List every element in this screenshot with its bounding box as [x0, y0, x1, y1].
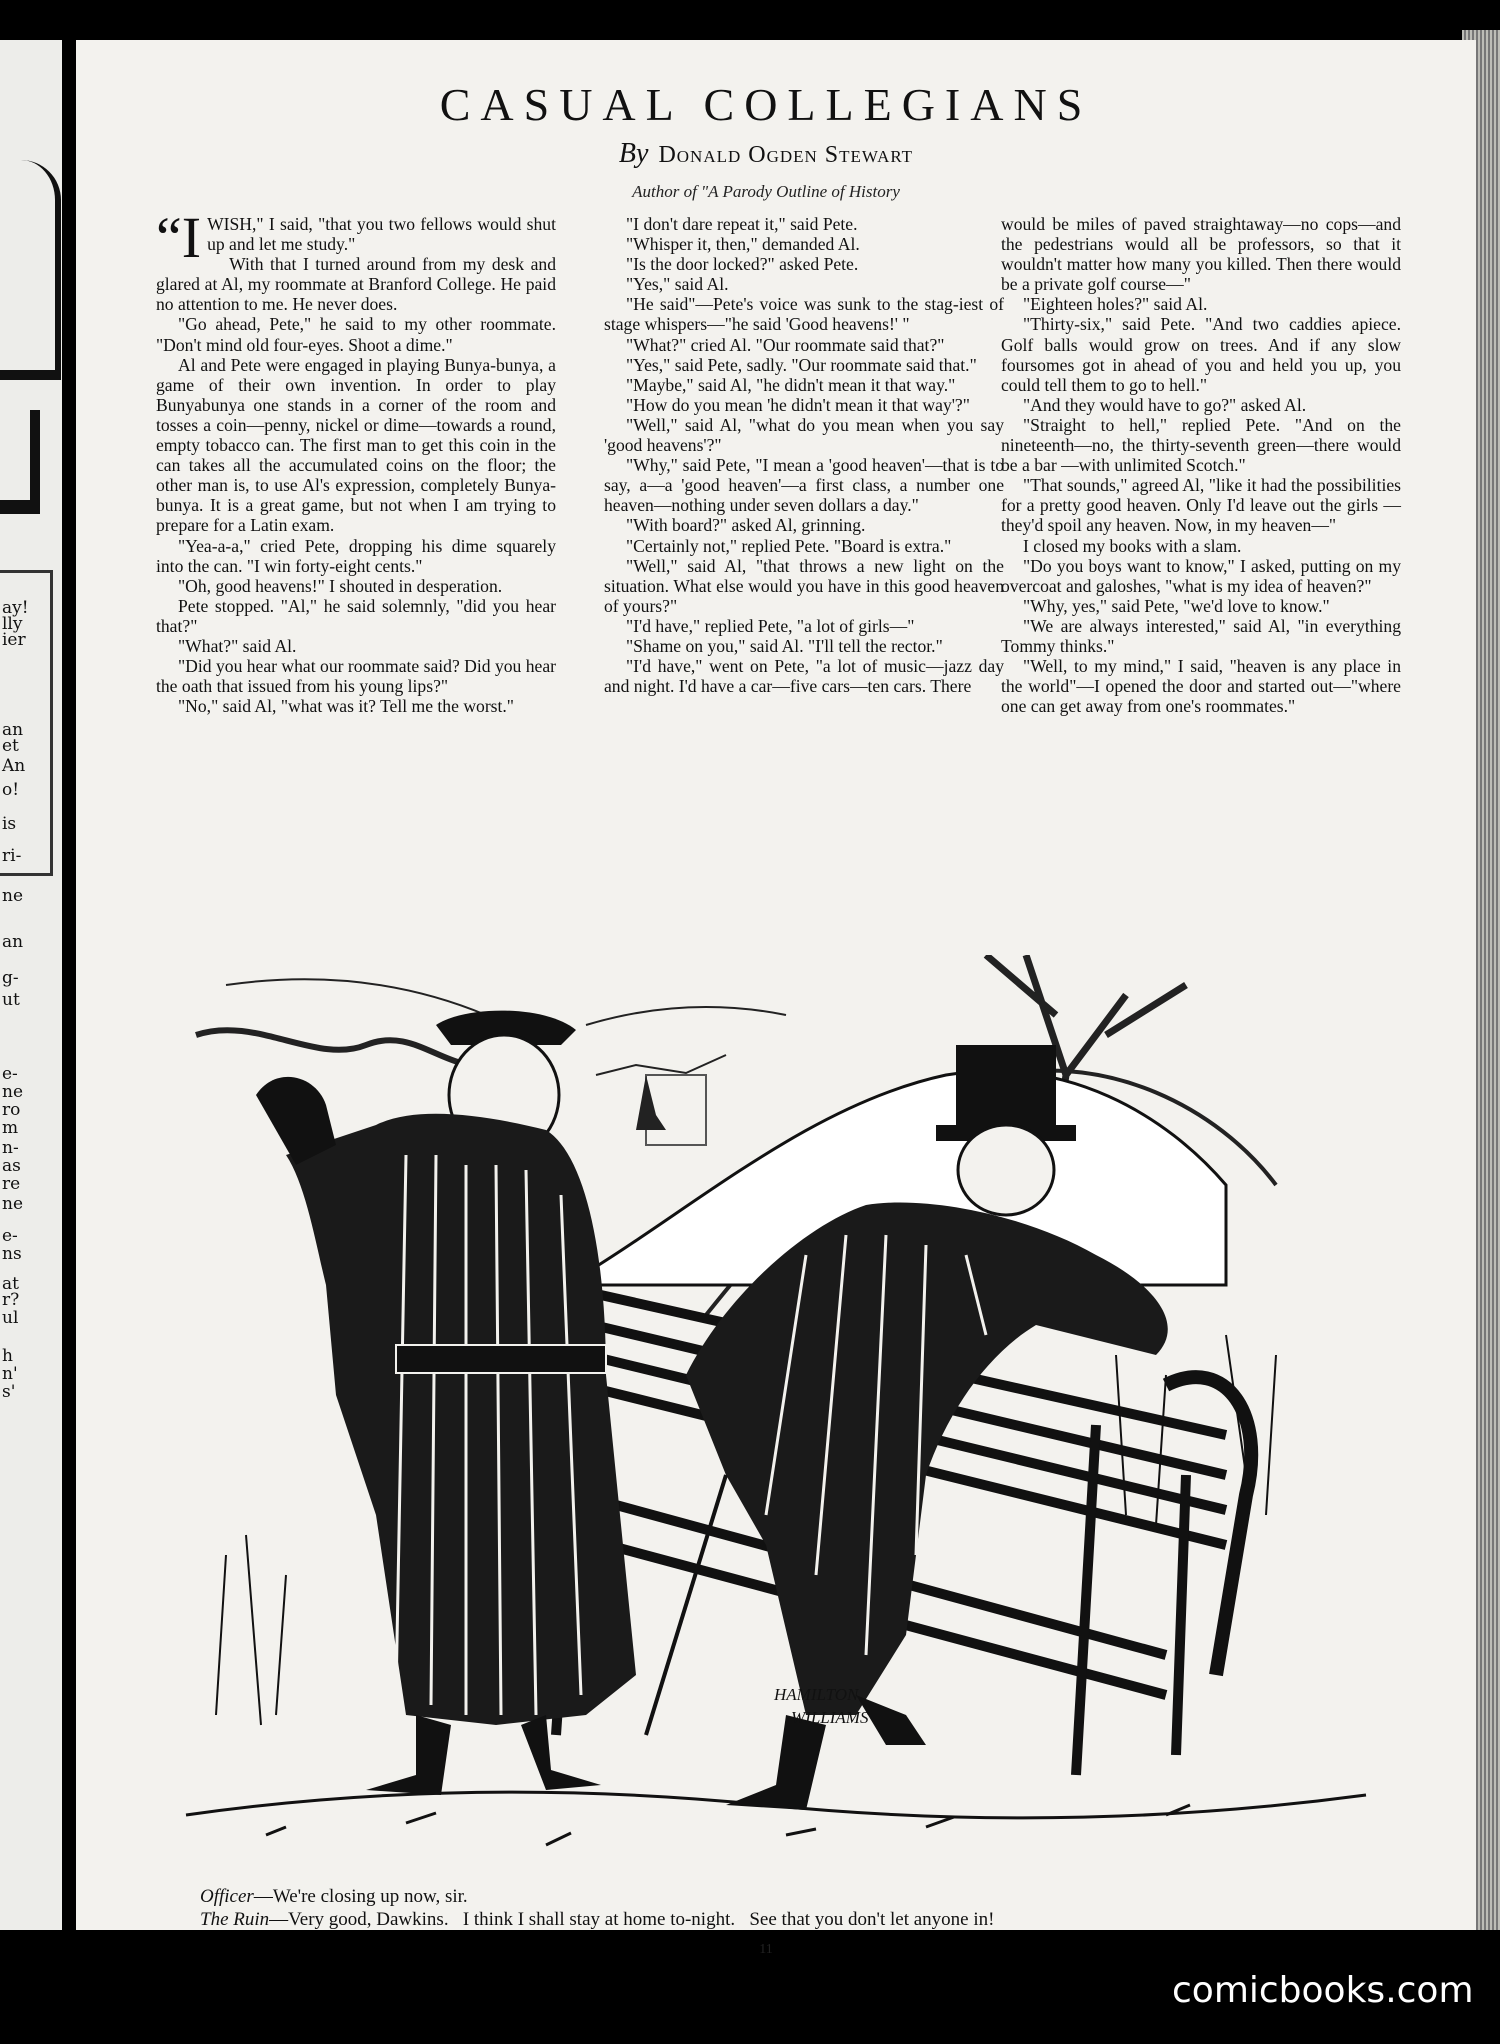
paragraph: "Thirty-six," said Pete. "And two caddies apiece. Golf balls would grow on trees. And if any slow foursomes got in ahead of you and held you up, you could tell them to go to hell.": [1001, 314, 1401, 395]
paragraph: "Well," said Al, "what do you mean when you say 'good heavens'?": [604, 414, 1004, 456]
left-page-text-fragment: ro: [2, 1100, 21, 1120]
left-page-text-fragment: as: [2, 1156, 21, 1176]
left-page-text-fragment: ne: [2, 1194, 24, 1214]
paragraph: "I'd have," went on Pete, "a lot of music—jazz day and night. I'd have a car—five cars—ten cars. There: [604, 656, 1004, 697]
cartoon-illustration: [166, 955, 1386, 1870]
paragraph: "Is the door locked?" asked Pete.: [626, 254, 859, 275]
left-page-text-fragment: et: [2, 736, 19, 756]
left-page-text-fragment: e-: [2, 1064, 18, 1084]
left-page-text-fragment: re: [2, 1174, 21, 1194]
byline-by: By: [618, 138, 649, 169]
paragraph: "What?" said Al.: [178, 635, 297, 656]
page-number: 11: [759, 1942, 773, 1957]
left-page-text-fragment: An: [2, 756, 26, 776]
left-page-text-fragment: an: [2, 720, 24, 740]
left-page-text-fragment: at: [2, 1274, 19, 1294]
left-page-text-fragment: an: [2, 932, 24, 952]
paragraph: "Straight to hell," replied Pete. "And on the nineteenth—no, the thirty-seventh green—there would be a bar —with unlimited Scotch.": [1001, 414, 1401, 476]
author-credit: Author of "A Parody Outline of History: [632, 182, 900, 201]
paragraph: "Yes," said Al.: [626, 274, 729, 295]
paragraph: "Why, yes," said Pete, "we'd love to know.": [1023, 595, 1330, 616]
caption-line: [200, 1908, 1430, 1931]
left-page-text-fragment: s': [2, 1382, 16, 1402]
left-page-text-fragment: e-: [2, 1226, 18, 1246]
paragraph: “IWISH," I said, "that you two fellows would shut up and let me study.": [156, 205, 556, 270]
left-page-text-fragment: n-: [2, 1138, 19, 1158]
paragraph: "How do you mean 'he didn't mean it that way'?": [626, 394, 970, 415]
paragraph: With that I turned around from my desk and glared at Al, my roommate at Branford College. He paid no attention to me. He never does.: [156, 254, 556, 315]
paragraph: "With board?" asked Al, grinning.: [626, 515, 866, 536]
caption-speaker: Officer: [200, 1886, 254, 1907]
paragraph: "Yea-a-a," cried Pete, dropping his dime squarely into the can. "I win forty-eight cents.": [156, 535, 556, 576]
left-page-text-fragment: ay!: [2, 598, 29, 618]
paragraph: "I'd have," replied Pete, "a lot of girls—": [626, 615, 915, 636]
drop-cap: “I: [156, 205, 202, 270]
paragraph: "Well, to my mind," I said, "heaven is any place in the world"—I opened the door and started out—"where one can get away from one's roommates.": [1001, 656, 1401, 717]
left-page-text-fragment: o!: [2, 780, 20, 800]
left-page-text-fragment: r?: [2, 1290, 20, 1310]
paragraph: "Maybe," said Al, "he didn't mean it that way.": [626, 374, 956, 395]
caption-speaker: The Ruin: [200, 1909, 270, 1930]
paragraph: Al and Pete were engaged in playing Bunya-bunya, a game of their own invention. In order to play Bunyabunya one stands in a corner of the room and tosses a coin—penny, nickel or dime—towards a round, empty tobacco can. The first man to get this coin in the can takes all the accumulated coins on the floor; the other man is, to use Al's expression, completely Bunya-bunya. It is a great game, but not when I am trying to prepare for a Latin exam.: [156, 354, 556, 536]
left-page-text-fragment: h: [2, 1346, 13, 1366]
left-page-text-fragment: g-: [2, 968, 19, 988]
paragraph: "No," said Al, "what was it? Tell me the worst.": [178, 696, 514, 717]
left-page-text-fragment: ul: [2, 1308, 19, 1328]
paragraph: "Did you hear what our roommate said? Did you hear the oath that issued from his young lips?": [156, 656, 557, 697]
paragraph: "Go ahead, Pete," he said to my other roommate. "Don't mind old four-eyes. Shoot a dime.": [156, 314, 556, 355]
left-page-art: [0, 160, 61, 380]
magazine-page: [76, 40, 1476, 1957]
paragraph: "We are always interested," said Al, "in everything Tommy thinks.": [1001, 615, 1401, 656]
left-page-text-fragment: lly: [2, 614, 23, 634]
left-page-text-fragment: ne: [2, 1082, 24, 1102]
left-page-text-fragment: ri-: [2, 846, 22, 866]
left-page-text-fragment: ns: [2, 1244, 22, 1264]
text-column-1: [156, 205, 557, 717]
left-page-text-fragment: is: [2, 814, 17, 834]
left-page-fragment: [0, 40, 62, 1930]
paragraph: "He said"—Pete's voice was sunk to the stag-iest of stage whispers—"he said 'Good heavens!' ": [604, 294, 1004, 335]
caption-text: —Very good, Dawkins. I think I shall stay at home to-night. See that you don't let anyone in!: [269, 1909, 995, 1930]
paragraph: I closed my books with a slam.: [1023, 535, 1242, 556]
text-column-3: [1001, 214, 1401, 716]
caption-text: —We're closing up now, sir.: [253, 1886, 468, 1907]
left-page-text-fragment: m: [2, 1118, 19, 1138]
article-title: CASUAL COLLEGIANS: [439, 79, 1093, 130]
paragraph: "And they would have to go?" asked Al.: [1023, 394, 1307, 415]
cartoon-caption: [200, 1885, 1430, 1931]
artist-signature: WILLIAMS: [791, 1708, 869, 1727]
left-page-text-fragment: ne: [2, 886, 24, 906]
paragraph: "Well," said Al, "that throws a new light on the situation. What else would you have in this good heaven of yours?": [604, 555, 1004, 616]
paragraph: "That sounds," agreed Al, "like it had the possibilities for a pretty good heaven. Only I'd leave out the girls —they'd spoil any heaven. Now, in my heaven—": [1001, 475, 1401, 536]
left-page-text-fragment: ut: [2, 990, 20, 1010]
paragraph: "Why," said Pete, "I mean a 'good heaven'—that is to say, a—a 'good heaven'—a first class, a number one heaven—nothing under seven dollars a day.": [604, 455, 1004, 516]
left-page-text-fragment: ier: [2, 630, 26, 650]
paragraph: "Oh, good heavens!" I shouted in desperation.: [178, 575, 503, 596]
byline: [76, 138, 1456, 170]
caption-line: [200, 1885, 1430, 1908]
paragraph: would be miles of paved straightaway—no cops—and the pedestrians would all be professors, so that it wouldn't matter how many you killed. Then there would be a private golf course—": [1001, 214, 1401, 295]
paragraph: "Eighteen holes?" said Al.: [1023, 294, 1208, 315]
paragraph: "I don't dare repeat it," said Pete.: [626, 214, 858, 234]
left-page-art: [0, 410, 40, 514]
paragraph: "Whisper it, then," demanded Al.: [626, 234, 860, 255]
paragraph: Pete stopped. "Al," he said solemnly, "did you hear that?": [156, 595, 556, 636]
left-page-text-fragment: n': [2, 1364, 18, 1384]
paragraph: "What?" cried Al. "Our roommate said that?": [626, 334, 945, 355]
paragraph: "Yes," said Pete, sadly. "Our roommate said that.": [626, 354, 977, 375]
text-column-2: [604, 214, 1004, 696]
paragraph: "Shame on you," said Al. "I'll tell the rector.": [626, 635, 943, 656]
paragraph: "Do you boys want to know," I asked, putting on my overcoat and galoshes, "what is my idea of heaven?": [1001, 555, 1401, 596]
author-name: Donald Ogden Stewart: [658, 142, 914, 168]
artist-signature: HAMILTON: [774, 1685, 859, 1704]
watermark: comicbooks.com: [1172, 1970, 1474, 2011]
paragraph: "Certainly not," replied Pete. "Board is extra.": [626, 535, 952, 556]
